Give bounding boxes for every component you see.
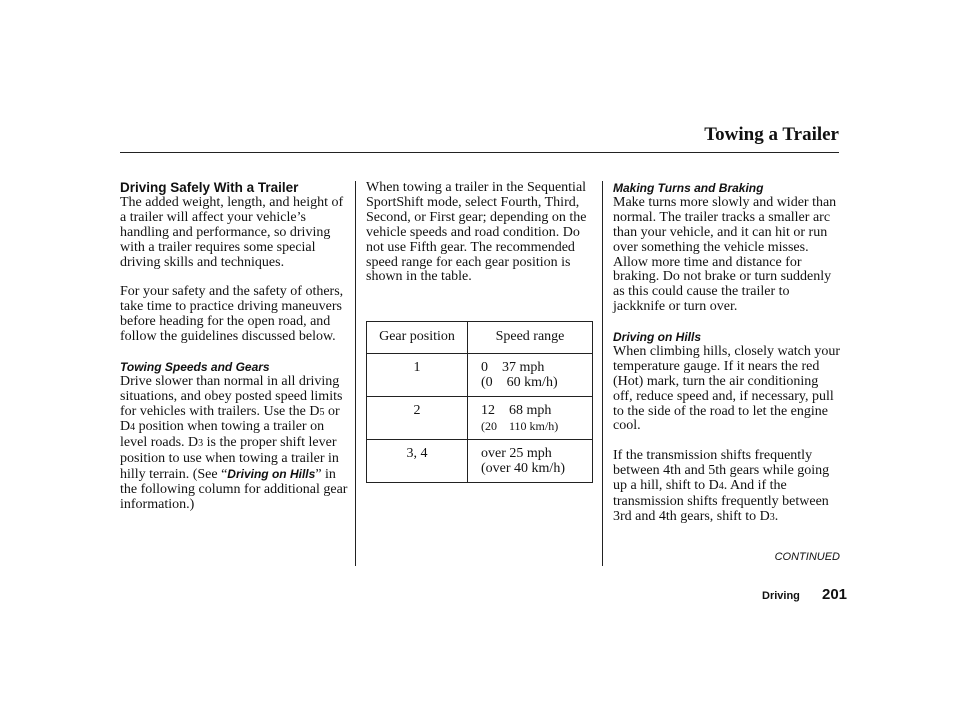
subscript: 4 [130,422,136,434]
text-run: ” in the following column for additional gear information.) [120,467,348,512]
table-header-row [367,322,593,354]
paragraph [120,375,350,513]
table-cell [468,354,593,397]
gear-speed-table [366,321,593,483]
subsection-heading: Towing Speeds and Gears [120,359,270,374]
table-header: Speed range [468,322,593,354]
text-run: Drive slower than normal in all driving situations, and obey posted speed limits for vehicles with trailers. Use the D [120,373,343,419]
subscript: 5 [319,406,325,418]
title-rule [120,152,839,153]
speed-mph: 12 68 mph [481,403,552,418]
page-number: 201 [822,586,848,603]
subsection-heading: Driving on Hills [613,330,702,345]
footer-section-label: Driving [762,590,800,602]
subscript: 4 [718,481,724,493]
paragraph: When climbing hills, closely watch your temperature gauge. If it nears the red (Hot) mark, turn the air conditioning off, reduce speed and, if necessary, pull to the side of the road to let the engine cool. [613,343,841,434]
text-run: . [774,508,779,524]
page-title: Towing a Trailer [704,124,839,145]
text-run: is the proper shift lever position to use when towing a trailer in hilly terrain. (See “ [120,435,339,483]
speed-kmh: (0 60 km/h) [481,374,558,390]
column-divider [355,181,356,566]
text-run: If the transmission shifts frequently between 4th and 5th gears while going up a hill, shift to D [613,448,830,494]
table-cell [468,397,593,440]
subscript: 3 [198,438,204,450]
table-cell: 2 [367,397,468,440]
table-header: Gear position [367,322,468,354]
speed-kmh: (20 110 km/h) [481,418,559,433]
section-heading: Driving Safely With a Trailer [120,180,299,195]
speed-mph: 0 37 mph [481,360,545,375]
cross-reference: Driving on Hills [227,467,316,482]
table-cell: 1 [367,354,468,397]
subsection-heading: Making Turns and Braking [613,181,764,195]
column-3 [613,181,841,526]
table-cell [468,440,593,483]
table-row [367,397,593,440]
paragraph [613,449,841,526]
speed-mph: over 25 mph [481,446,552,461]
table-row [367,354,593,397]
text-run: . And if the transmission shifts frequently between 3rd and 4th gears, shift to D [613,478,829,524]
column-divider [602,181,603,566]
speed-kmh: (over 40 km/h) [481,460,565,476]
paragraph: Make turns more slowly and wider than normal. The trailer tracks a smaller arc than your vehicle, and it can hit or run over something the vehicle misses. Allow more time and distance for braking. Do not brake or turn suddenly as this could cause the trailer to jackknife or turn over. [613,194,837,315]
table-row [367,440,593,483]
text-run: or D [120,403,340,435]
subscript: 3 [769,511,775,523]
paragraph: The added weight, length, and height of a trailer will affect your vehicle’s handling and performance, so driving with a trailer requires some special driving skills and techniques. [120,194,344,270]
text-run: position when towing a trailer on level roads. D [120,419,325,451]
paragraph: When towing a trailer in the Sequential SportShift mode, select Fourth, Third, Second, or First gear; depending on the vehicle speeds and road condition. Do not use Fifth gear. The recommended speed range for each gear position is shown in the table. [366,180,587,285]
table-cell: 3, 4 [367,440,468,483]
column-2 [366,181,598,285]
paragraph: For your safety and the safety of others, take time to practice driving maneuvers before heading for the open road, and follow the guidelines discussed below. [120,284,344,345]
column-1 [120,181,350,513]
continued-label: CONTINUED [774,551,840,563]
